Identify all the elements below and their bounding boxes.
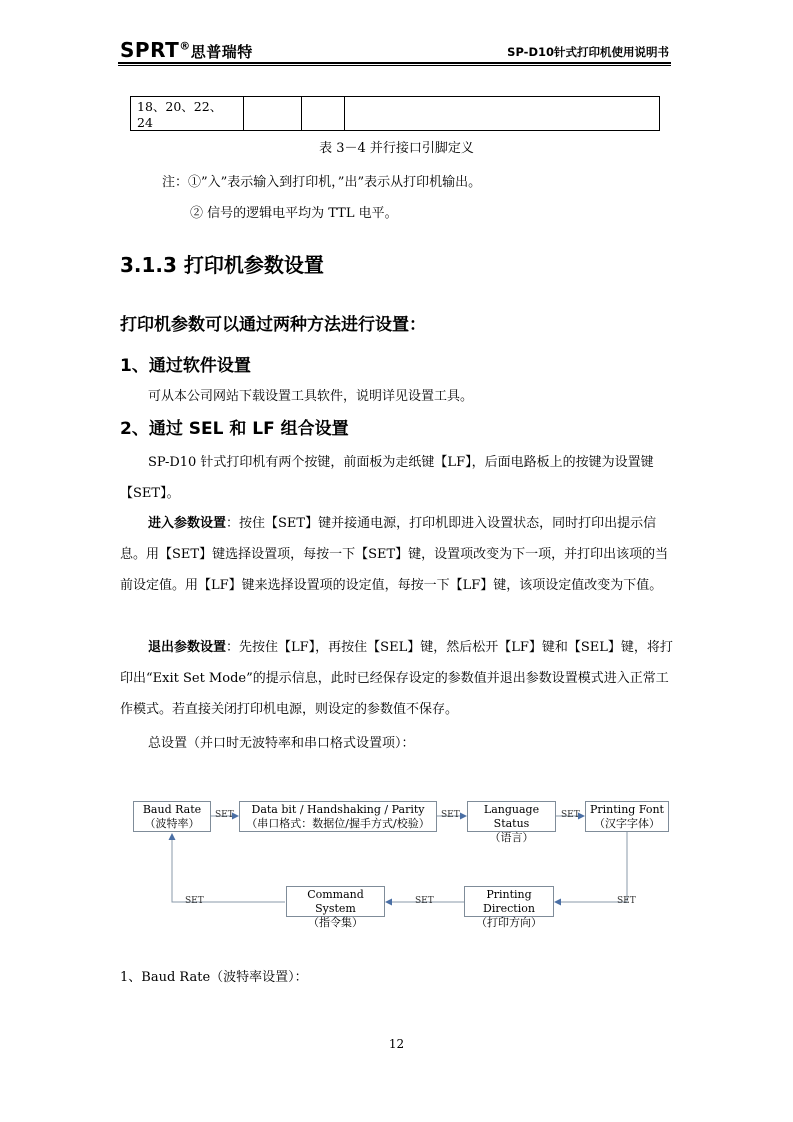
exit-setting-label: 退出参数设置 xyxy=(148,640,227,655)
node-label: Printing Font xyxy=(590,803,664,816)
logo-cn: 思普瑞特 xyxy=(190,43,253,61)
method1-text: 可从本公司网站下载设置工具软件，说明详见设置工具。 xyxy=(148,389,474,404)
section-title: 3.1.3 打印机参数设置 xyxy=(120,253,324,277)
node-command-system xyxy=(286,886,385,929)
node-printing-direction xyxy=(464,886,554,929)
table-cell: 18、20、22、24 xyxy=(131,97,244,131)
method2-text: SP-D10 针式打印机有两个按键，前面板为走纸键【LF】，后面电路板上的按键为设置键【SET】。 xyxy=(120,455,654,501)
general-setting-text: 总设置（并口时无波特率和串口格式设置项）： xyxy=(148,736,415,751)
node-serial-format xyxy=(239,801,437,832)
node-label: Language Status xyxy=(483,803,540,830)
node-label-cn: （波特率） xyxy=(144,817,200,830)
node-label-cn: （汉字字体） xyxy=(594,817,660,830)
node-label: Command System xyxy=(307,888,364,915)
node-label-cn: （指令集） xyxy=(308,916,363,929)
page-number: 12 xyxy=(388,1037,405,1051)
doc-title: SP-D10针式打印机使用说明书 xyxy=(507,45,669,59)
logo-text: SPRT xyxy=(120,38,180,62)
edge-label: SET xyxy=(617,896,636,906)
method1-heading: 1、通过软件设置 xyxy=(120,356,251,376)
edge-label: SET xyxy=(561,810,580,820)
node-label-cn: （打印方向） xyxy=(476,916,542,929)
registered-mark: ® xyxy=(179,39,191,53)
exit-setting-text: ：先按住【LF】，再按住【SEL】键，然后松开【LF】键和【SEL】键，将打印出“Exit Set Mode”的提示信息，此时已经保存设定的参数值并退出参数设置模式进入正常工作模式。若直接关闭打印机电源，则设定的参数值不保存。 xyxy=(120,640,673,717)
node-printing-font xyxy=(585,801,669,832)
edge-label: SET xyxy=(185,896,204,906)
flow-arrow xyxy=(172,834,285,902)
edge-label: SET xyxy=(415,896,434,906)
edge-label: SET xyxy=(215,810,234,820)
node-label-cn: （串口格式：数据位/握手方式/校验） xyxy=(246,817,430,830)
edge-label: SET xyxy=(441,810,460,820)
intro-heading: 打印机参数可以通过两种方法进行设置： xyxy=(120,315,426,335)
note-2: ② 信号的逻辑电平均为 TTL 电平。 xyxy=(190,206,398,221)
subsection-heading: 1、Baud Rate（波特率设置）： xyxy=(120,970,308,985)
node-label: Baud Rate xyxy=(142,803,202,816)
node-language-status xyxy=(467,801,556,844)
table-caption: 表 3－4 并行接口引脚定义 xyxy=(319,141,474,156)
node-baud-rate xyxy=(133,801,211,832)
enter-setting-label: 进入参数设置 xyxy=(148,516,227,531)
node-label: Data bit / Handshaking / Parity xyxy=(251,803,425,816)
flow-arrow xyxy=(555,831,627,902)
method2-heading: 2、通过 SEL 和 LF 组合设置 xyxy=(120,419,349,439)
enter-setting-text: ：按住【SET】键并接通电源，打印机即进入设置状态，同时打印出提示信息。用【SET】键选择设置项，每按一下【SET】键，设置项改变为下一项，并打印出该项的当前设定值。用【LF】键来选择设置项的设定值，每按一下【LF】键，该项设定值改变为下值。 xyxy=(120,516,669,593)
note-1: 注：①”入”表示输入到打印机，”出”表示从打印机输出。 xyxy=(162,175,482,190)
node-label-cn: （语言） xyxy=(489,831,534,844)
node-label: Printing Direction xyxy=(483,888,535,915)
